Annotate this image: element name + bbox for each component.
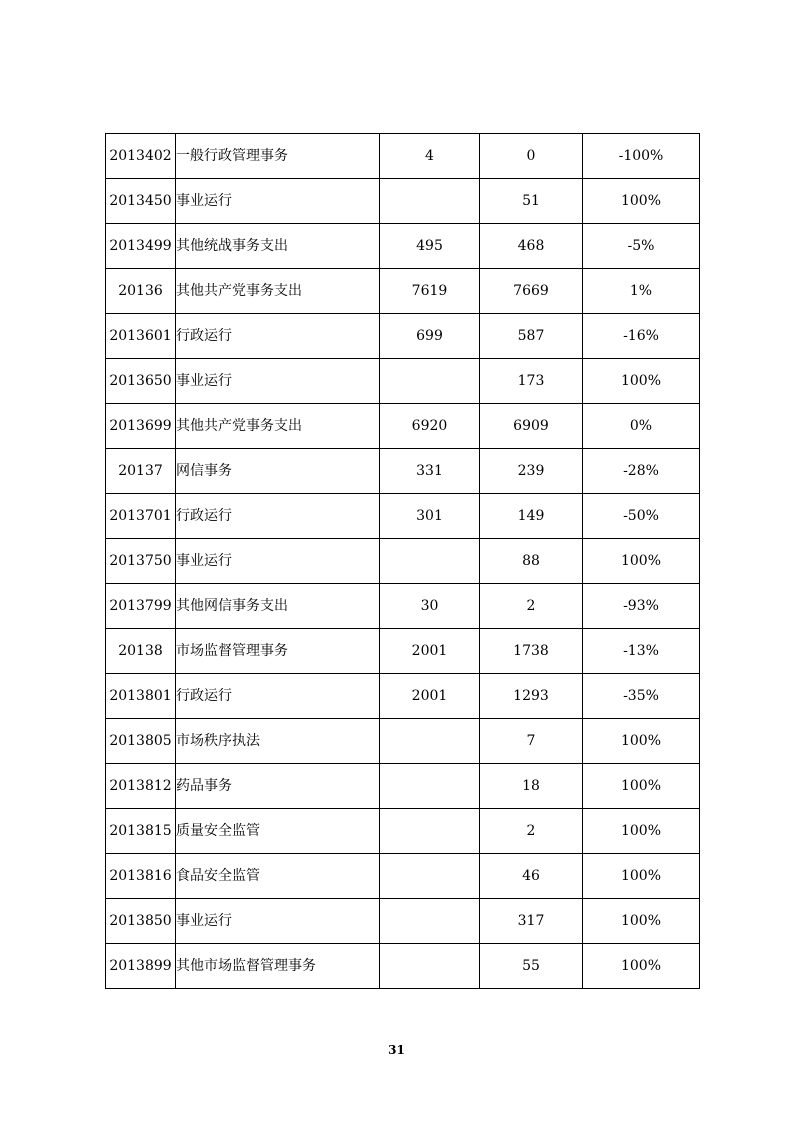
- table-row: [106, 854, 700, 899]
- change-rate-cell: 100%: [583, 359, 700, 404]
- previous-amount-cell: 699: [380, 314, 480, 359]
- subject-name-cell: 质量安全监管: [176, 809, 380, 854]
- subject-name-cell: 行政运行: [176, 494, 380, 539]
- current-amount-cell: 51: [480, 179, 583, 224]
- change-rate-cell: -93%: [583, 584, 700, 629]
- subject-name-cell: 事业运行: [176, 539, 380, 584]
- subject-code-cell: 2013899: [106, 944, 176, 989]
- current-amount-cell: 173: [480, 359, 583, 404]
- previous-amount-cell: 2001: [380, 674, 480, 719]
- table-row: [106, 809, 700, 854]
- change-rate-cell: 100%: [583, 854, 700, 899]
- subject-code-cell: 2013402: [106, 134, 176, 179]
- current-amount-cell: 18: [480, 764, 583, 809]
- previous-amount-cell: [380, 719, 480, 764]
- current-amount-cell: 7669: [480, 269, 583, 314]
- budget-table: [105, 133, 700, 989]
- previous-amount-cell: [380, 899, 480, 944]
- current-amount-cell: 7: [480, 719, 583, 764]
- change-rate-cell: 100%: [583, 539, 700, 584]
- subject-name-cell: 其他共产党事务支出: [176, 269, 380, 314]
- change-rate-cell: 100%: [583, 944, 700, 989]
- table-row: [106, 764, 700, 809]
- change-rate-cell: -28%: [583, 449, 700, 494]
- subject-name-cell: 市场监督管理事务: [176, 629, 380, 674]
- subject-code-cell: 2013799: [106, 584, 176, 629]
- previous-amount-cell: [380, 944, 480, 989]
- subject-code-cell: 2013499: [106, 224, 176, 269]
- subject-code-cell: 2013801: [106, 674, 176, 719]
- subject-name-cell: 事业运行: [176, 359, 380, 404]
- subject-code-cell: 2013601: [106, 314, 176, 359]
- page-number: 31: [388, 1043, 405, 1057]
- table-row: [106, 179, 700, 224]
- table-row: [106, 359, 700, 404]
- table-row: [106, 899, 700, 944]
- table-row: [106, 494, 700, 539]
- subject-name-cell: 食品安全监管: [176, 854, 380, 899]
- table-row: [106, 134, 700, 179]
- change-rate-cell: 100%: [583, 809, 700, 854]
- change-rate-cell: 100%: [583, 179, 700, 224]
- previous-amount-cell: 495: [380, 224, 480, 269]
- subject-name-cell: 其他市场监督管理事务: [176, 944, 380, 989]
- subject-name-cell: 其他统战事务支出: [176, 224, 380, 269]
- table-row: [106, 629, 700, 674]
- table-row: [106, 269, 700, 314]
- table-row: [106, 404, 700, 449]
- subject-code-cell: 20138: [106, 629, 176, 674]
- subject-code-cell: 2013450: [106, 179, 176, 224]
- change-rate-cell: -13%: [583, 629, 700, 674]
- previous-amount-cell: 331: [380, 449, 480, 494]
- subject-code-cell: 2013812: [106, 764, 176, 809]
- current-amount-cell: 55: [480, 944, 583, 989]
- subject-name-cell: 其他共产党事务支出: [176, 404, 380, 449]
- current-amount-cell: 6909: [480, 404, 583, 449]
- table-row: [106, 449, 700, 494]
- previous-amount-cell: [380, 809, 480, 854]
- current-amount-cell: 46: [480, 854, 583, 899]
- previous-amount-cell: 2001: [380, 629, 480, 674]
- budget-table-body: [106, 134, 700, 989]
- previous-amount-cell: [380, 854, 480, 899]
- current-amount-cell: 2: [480, 584, 583, 629]
- current-amount-cell: 1293: [480, 674, 583, 719]
- previous-amount-cell: [380, 764, 480, 809]
- current-amount-cell: 2: [480, 809, 583, 854]
- current-amount-cell: 0: [480, 134, 583, 179]
- subject-code-cell: 2013815: [106, 809, 176, 854]
- table-row: [106, 539, 700, 584]
- previous-amount-cell: 4: [380, 134, 480, 179]
- change-rate-cell: -5%: [583, 224, 700, 269]
- table-row: [106, 314, 700, 359]
- current-amount-cell: 88: [480, 539, 583, 584]
- change-rate-cell: 100%: [583, 899, 700, 944]
- previous-amount-cell: 6920: [380, 404, 480, 449]
- subject-code-cell: 20136: [106, 269, 176, 314]
- current-amount-cell: 587: [480, 314, 583, 359]
- subject-code-cell: 2013805: [106, 719, 176, 764]
- subject-code-cell: 2013850: [106, 899, 176, 944]
- change-rate-cell: -50%: [583, 494, 700, 539]
- change-rate-cell: 0%: [583, 404, 700, 449]
- table-row: [106, 584, 700, 629]
- current-amount-cell: 239: [480, 449, 583, 494]
- subject-name-cell: 网信事务: [176, 449, 380, 494]
- table-row: [106, 224, 700, 269]
- subject-code-cell: 2013701: [106, 494, 176, 539]
- subject-code-cell: 2013699: [106, 404, 176, 449]
- change-rate-cell: 100%: [583, 719, 700, 764]
- subject-name-cell: 药品事务: [176, 764, 380, 809]
- table-row: [106, 944, 700, 989]
- table-row: [106, 719, 700, 764]
- subject-name-cell: 行政运行: [176, 674, 380, 719]
- previous-amount-cell: [380, 359, 480, 404]
- change-rate-cell: 100%: [583, 764, 700, 809]
- subject-name-cell: 其他网信事务支出: [176, 584, 380, 629]
- current-amount-cell: 149: [480, 494, 583, 539]
- change-rate-cell: -16%: [583, 314, 700, 359]
- previous-amount-cell: 30: [380, 584, 480, 629]
- subject-name-cell: 一般行政管理事务: [176, 134, 380, 179]
- subject-code-cell: 20137: [106, 449, 176, 494]
- change-rate-cell: 1%: [583, 269, 700, 314]
- previous-amount-cell: [380, 179, 480, 224]
- subject-name-cell: 行政运行: [176, 314, 380, 359]
- subject-name-cell: 事业运行: [176, 899, 380, 944]
- subject-code-cell: 2013650: [106, 359, 176, 404]
- current-amount-cell: 317: [480, 899, 583, 944]
- current-amount-cell: 468: [480, 224, 583, 269]
- subject-name-cell: 事业运行: [176, 179, 380, 224]
- table-row: [106, 674, 700, 719]
- current-amount-cell: 1738: [480, 629, 583, 674]
- subject-code-cell: 2013750: [106, 539, 176, 584]
- change-rate-cell: -35%: [583, 674, 700, 719]
- previous-amount-cell: 7619: [380, 269, 480, 314]
- change-rate-cell: -100%: [583, 134, 700, 179]
- subject-name-cell: 市场秩序执法: [176, 719, 380, 764]
- previous-amount-cell: 301: [380, 494, 480, 539]
- subject-code-cell: 2013816: [106, 854, 176, 899]
- previous-amount-cell: [380, 539, 480, 584]
